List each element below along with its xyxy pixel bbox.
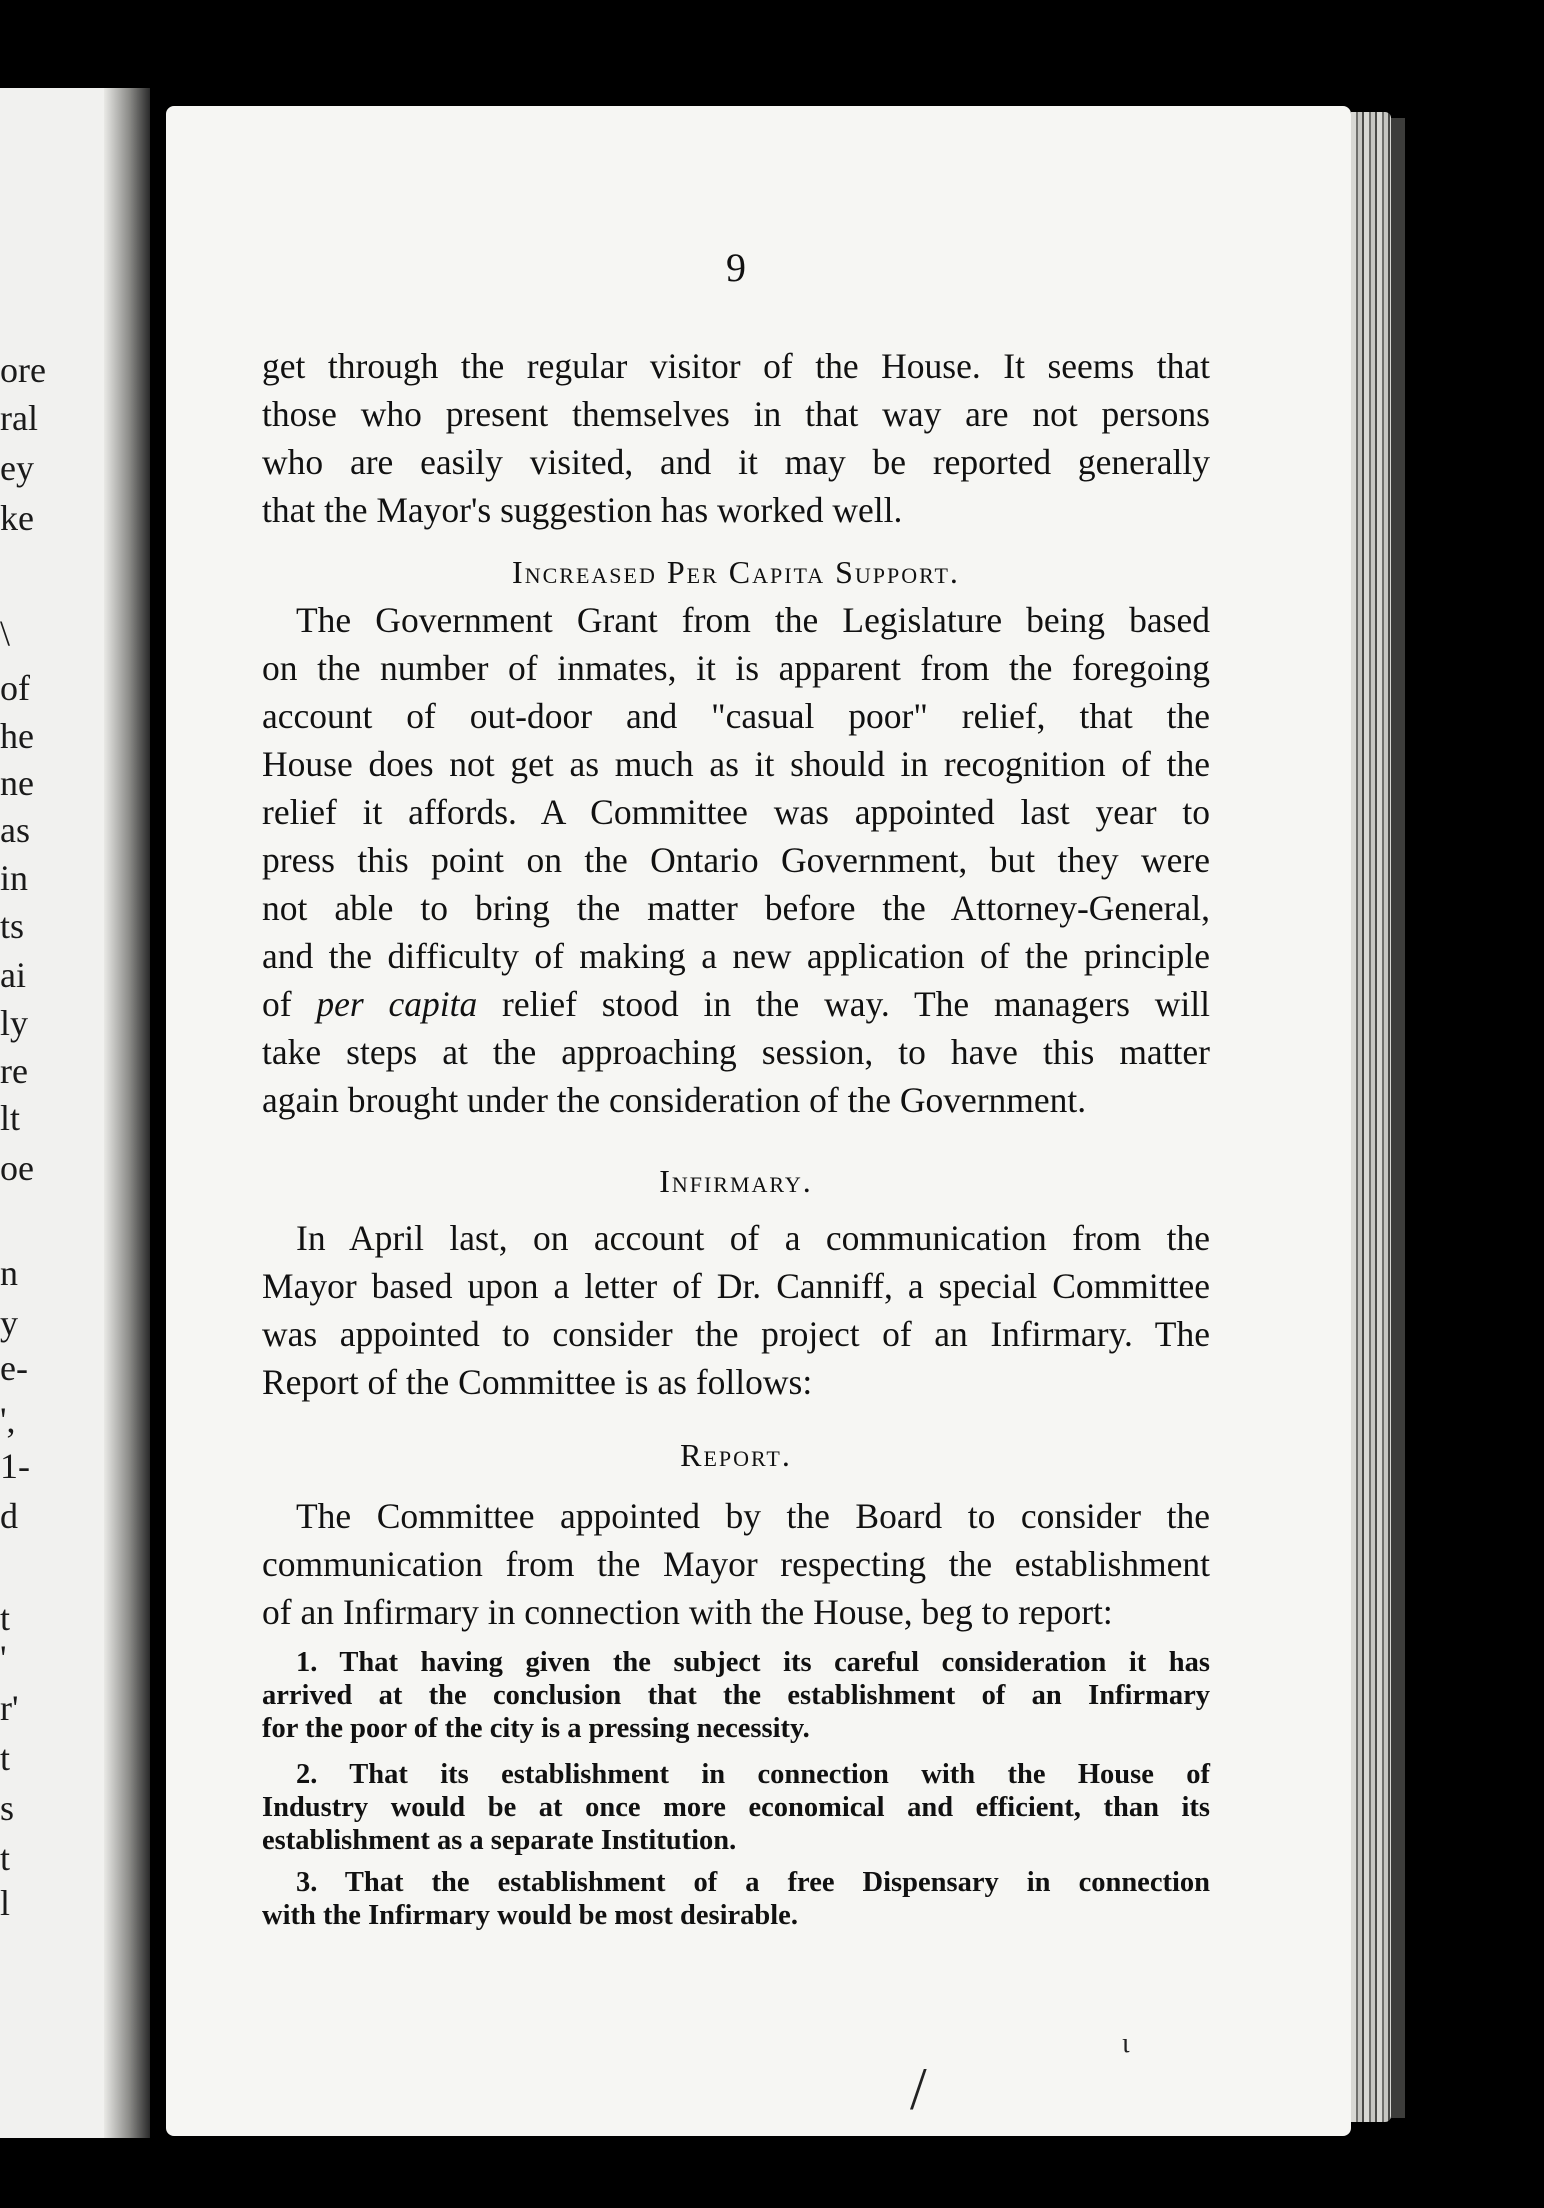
left-page-fragment — [0, 88, 150, 2138]
italic-per-capita: per capita — [316, 984, 478, 1024]
report-item-3 — [262, 1866, 1210, 1932]
text-line: not able to bring the matter before the Attorney-General, — [262, 888, 1210, 928]
page-number: 9 — [726, 245, 746, 290]
text-line: relief it affords. A Committee was appointed last year to — [262, 792, 1210, 832]
left-page-text-fragment: \ — [0, 613, 11, 653]
text-run: of — [262, 984, 317, 1024]
text-line: with the Infirmary would be most desirable. — [262, 1900, 798, 1931]
text-line: Mayor based upon a letter of Dr. Canniff, a special Committee — [262, 1266, 1210, 1306]
text-line: press this point on the Ontario Government, but they were — [262, 840, 1210, 880]
text-line: again brought under the consideration of the Government. — [262, 1080, 1087, 1120]
text-line: Industry would be at once more economical and efficient, than its — [262, 1792, 1210, 1823]
text-line: The Committee appointed by the Board to consider the — [296, 1496, 1210, 1536]
text-line: on the number of inmates, it is apparent from the foregoing — [262, 648, 1210, 688]
left-page-text-fragment: t — [0, 1738, 11, 1778]
left-page-text-fragment: n — [0, 1253, 18, 1293]
speck-mark: ι — [1122, 2028, 1130, 2059]
left-page-text-fragment: ey — [0, 448, 34, 488]
text-line: arrived at the conclusion that the establishment of an Infirmary — [262, 1680, 1210, 1711]
page-edges — [1351, 112, 1391, 2122]
left-page-text-fragment: ai — [0, 955, 26, 995]
book-gutter — [104, 88, 150, 2138]
text-line: for the poor of the city is a pressing necessity. — [262, 1713, 810, 1744]
text-line: get through the regular visitor of the House. It seems that — [262, 346, 1210, 386]
left-page-text-fragment: ral — [0, 398, 38, 438]
book-cover-edge — [1391, 118, 1405, 2118]
left-page-text-fragment: s — [0, 1788, 15, 1828]
paragraph-april-last — [262, 1214, 1210, 1406]
text-line: and the difficulty of making a new application of the principle — [262, 936, 1210, 976]
text-line-per-capita — [262, 980, 1210, 1028]
left-page-text-fragment: 1- — [0, 1446, 30, 1486]
text-line: was appointed to consider the project of an Infirmary. The — [262, 1314, 1210, 1354]
text-line: those who present themselves in that way are not persons — [262, 394, 1210, 434]
text-line: account of out-door and "casual poor" relief, that the — [262, 696, 1210, 736]
text-line: In April last, on account of a communication from the — [296, 1218, 1210, 1258]
left-page-text-fragment: t — [0, 1838, 11, 1878]
text-line: that the Mayor's suggestion has worked well. — [262, 490, 903, 530]
text-line: 1. That having given the subject its careful consideration it has — [296, 1647, 1210, 1678]
text-line: take steps at the approaching session, to have this matter — [262, 1032, 1210, 1072]
left-page-text-fragment: ', — [0, 1400, 16, 1440]
left-page-text-fragment: t — [0, 1598, 11, 1638]
left-page-text-fragment: oe — [0, 1148, 34, 1188]
text-line: who are easily visited, and it may be reported generally — [262, 442, 1210, 482]
left-page-text-fragment: ' — [0, 1638, 7, 1678]
text-line: establishment as a separate Institution. — [262, 1825, 737, 1856]
left-page-text-fragment: ts — [0, 906, 25, 946]
left-page-text-fragment: y — [0, 1303, 18, 1343]
left-page-text-fragment: r' — [0, 1688, 19, 1728]
left-page-text-fragment: d — [0, 1496, 18, 1536]
left-page-text-fragment: ne — [0, 763, 34, 803]
text-line: 3. That the establishment of a free Dispensary in connection — [296, 1867, 1210, 1898]
left-page-text-fragment: ly — [0, 1003, 29, 1043]
report-item-2 — [262, 1758, 1210, 1857]
left-page-text-fragment: lt — [0, 1098, 21, 1138]
text-line: communication from the Mayor respecting the establishment — [262, 1544, 1210, 1584]
left-page-text-fragment: l — [0, 1883, 11, 1923]
left-page-text-fragment: ore — [0, 350, 46, 390]
left-page-text-fragment: ke — [0, 498, 34, 538]
text-line: House does not get as much as it should in recognition of the — [262, 744, 1210, 784]
text-line: 2. That its establishment in connection with the House of — [296, 1759, 1210, 1790]
text-line: Report of the Committee is as follows: — [262, 1362, 813, 1402]
text-line: of an Infirmary in connection with the House, beg to report: — [262, 1592, 1113, 1632]
left-page-text-fragment: he — [0, 716, 34, 756]
text-run: relief stood in the way. The managers will — [477, 984, 1210, 1024]
left-page-text-fragment: re — [0, 1051, 28, 1091]
paragraph-committee-report — [262, 1492, 1210, 1636]
report-item-1 — [262, 1646, 1210, 1745]
heading-increased-per-capita-support: Increased Per Capita Support. — [512, 554, 960, 590]
heading-report: Report. — [680, 1437, 792, 1473]
left-page-text-fragment: of — [0, 668, 30, 708]
left-page-text-fragment: as — [0, 810, 30, 850]
pen-mark: / — [910, 2056, 927, 2122]
paragraph-visitor — [262, 342, 1210, 534]
paragraph-government-grant — [262, 596, 1210, 1124]
left-page-text-fragment: in — [0, 858, 29, 898]
left-page-text-fragment: e- — [0, 1348, 28, 1388]
text-line: The Government Grant from the Legislature being based — [296, 600, 1210, 640]
heading-infirmary: Infirmary. — [659, 1163, 813, 1199]
